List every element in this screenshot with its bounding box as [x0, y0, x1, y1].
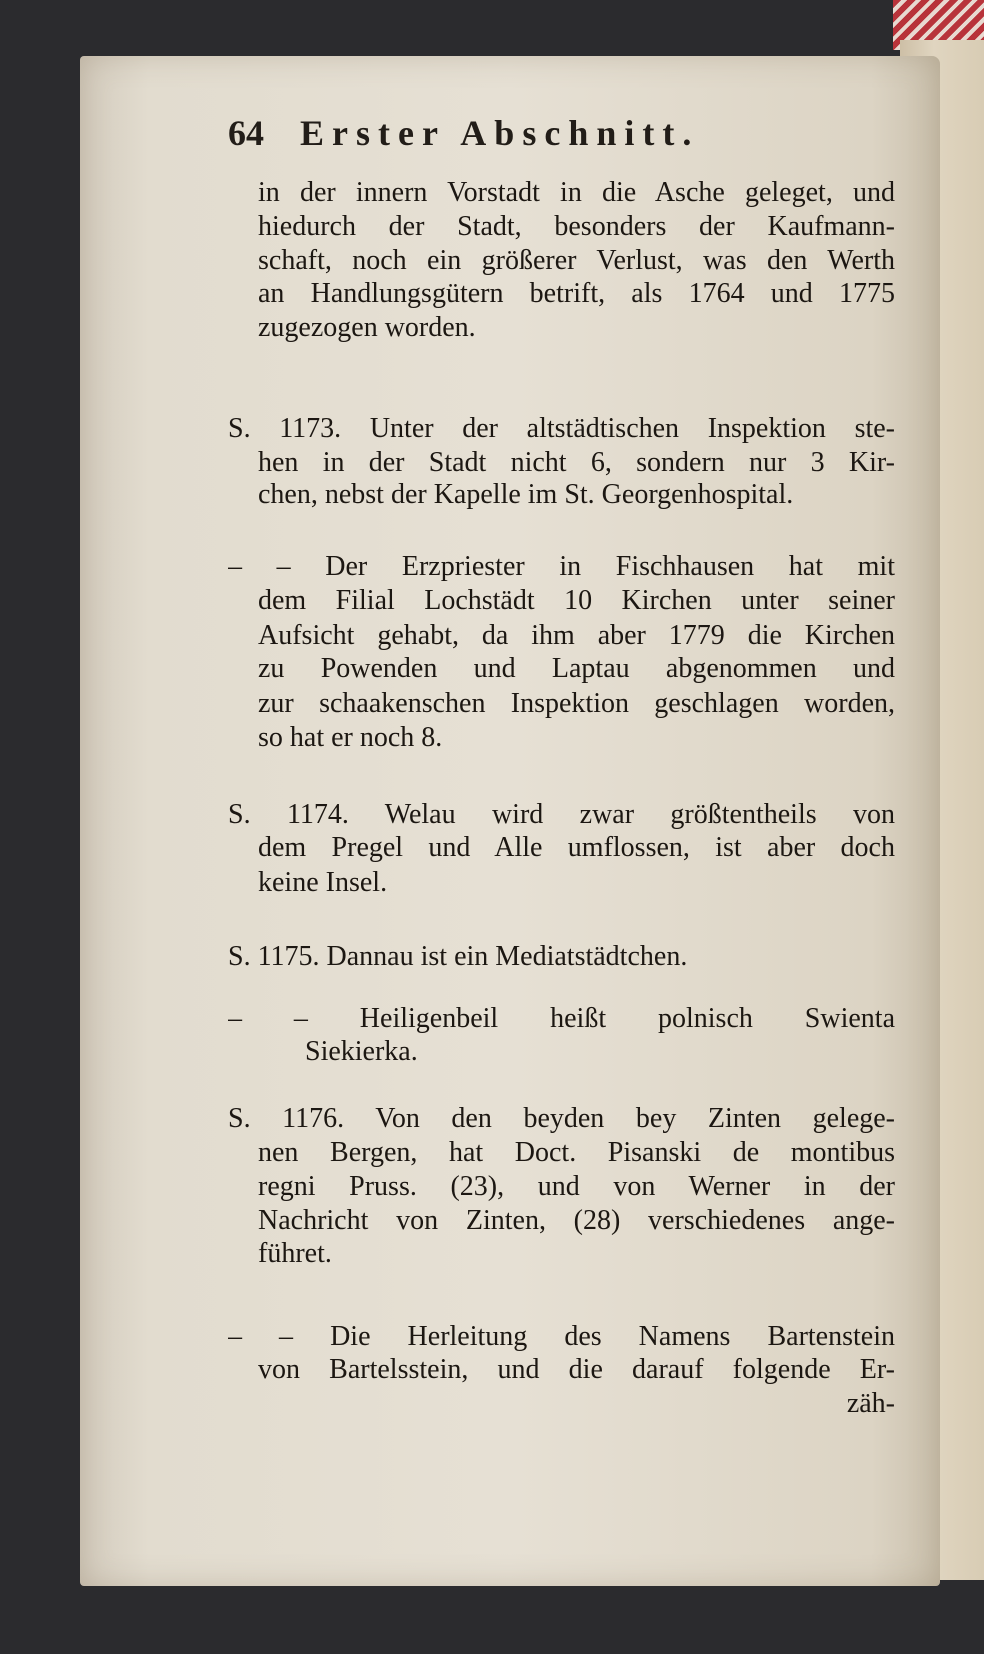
text-line: führet.: [258, 1238, 332, 1269]
text-line: Aufsicht gehabt, da ihm aber 1779 die Kirchen: [258, 620, 895, 651]
text-line: Nachricht von Zinten, (28) verschiedenes ange-: [258, 1205, 895, 1236]
text-line: von Bartelsstein, und die darauf folgende Er-: [258, 1354, 895, 1385]
page-number: 64: [228, 113, 264, 153]
text-line: hen in der Stadt nicht 6, sondern nur 3 Kir-: [258, 447, 895, 478]
text-line: – – Der Erzpriester in Fischhausen hat mit: [228, 551, 895, 582]
text-line: in der innern Vorstadt in die Asche geleget, und: [258, 177, 895, 208]
text-line: keine Insel.: [258, 867, 388, 898]
text-line: regni Pruss. (23), und von Werner in der: [258, 1171, 895, 1202]
text-line: S. 1174. Welau wird zwar größtentheils von: [228, 799, 895, 830]
text-line: schaft, noch ein größerer Verlust, was den Werth: [258, 245, 895, 276]
text-line: zur schaakenschen Inspektion geschlagen worden,: [258, 688, 895, 719]
text-line: hiedurch der Stadt, besonders der Kaufmann-: [258, 211, 895, 242]
text-line: nen Bergen, hat Doct. Pisanski de montibus: [258, 1137, 895, 1168]
text-line: S. 1175. Dannau ist ein Mediatstädtchen.: [228, 941, 688, 972]
text-line: chen, nebst der Kapelle im St. Georgenhospital.: [258, 479, 794, 510]
text-line: S. 1176. Von den beyden bey Zinten gelege-: [228, 1103, 895, 1134]
text-line: zu Powenden und Laptau abgenommen und: [258, 653, 895, 684]
text-line: zugezogen worden.: [258, 312, 476, 343]
text-line: dem Filial Lochstädt 10 Kirchen unter seiner: [258, 585, 895, 616]
text-line: zäh-: [846, 1388, 895, 1419]
text-line: so hat er noch 8.: [258, 722, 443, 753]
text-line: an Handlungsgütern betrift, als 1764 und 1775: [258, 278, 895, 309]
text-line: – – Heiligenbeil heißt polnisch Swienta: [228, 1003, 895, 1034]
text-line: – – Die Herleitung des Namens Bartenstein: [228, 1321, 895, 1352]
text-line: Siekierka.: [305, 1036, 418, 1067]
running-title: Erster Abschnitt.: [300, 113, 700, 153]
text-line: S. 1173. Unter der altstädtischen Inspektion ste-: [228, 413, 895, 444]
text-line: dem Pregel und Alle umflossen, ist aber doch: [258, 832, 895, 863]
